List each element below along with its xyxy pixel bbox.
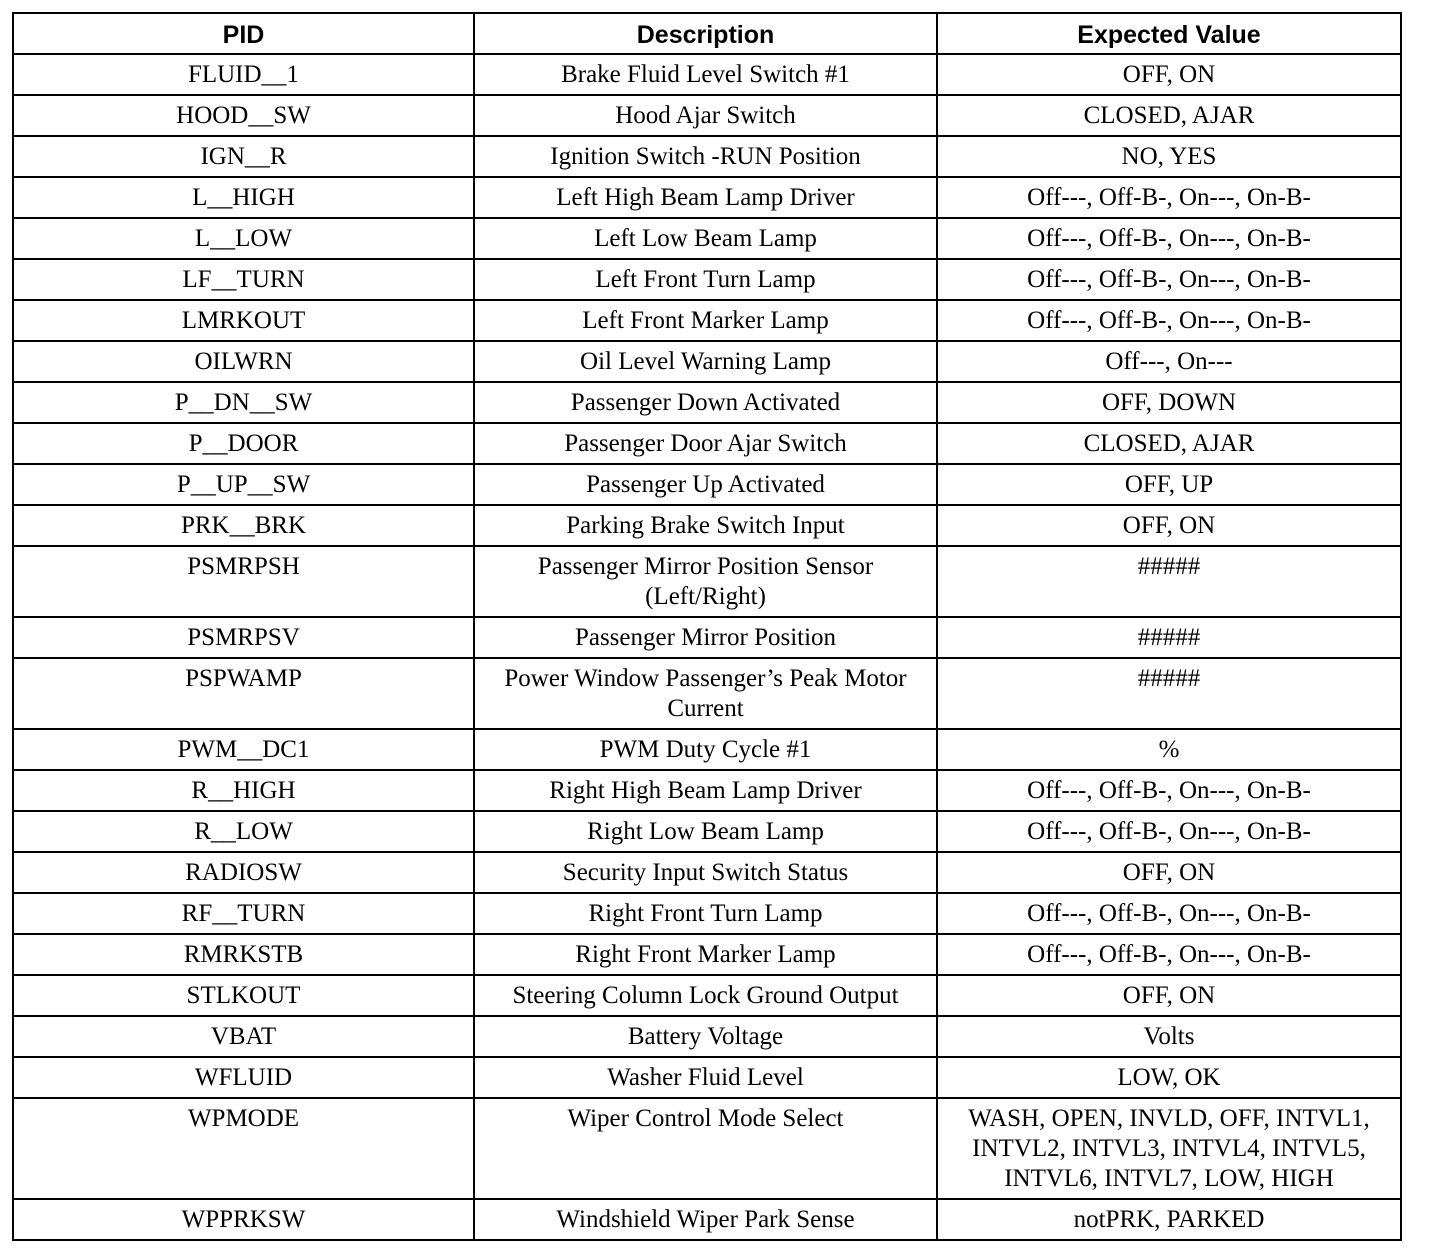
description-cell: Passenger Mirror Position [474, 617, 937, 658]
expected-value-cell: OFF, UP [937, 464, 1401, 505]
table-row [13, 546, 1401, 617]
description-cell: Right Front Turn Lamp [474, 893, 937, 934]
table-row [13, 1057, 1401, 1098]
table-row [13, 177, 1401, 218]
pid-cell: P__UP__SW [13, 464, 474, 505]
pid-cell: WPPRKSW [13, 1199, 474, 1240]
table-row [13, 975, 1401, 1016]
pid-cell: PSMRPSV [13, 617, 474, 658]
table-row [13, 54, 1401, 95]
description-cell: Power Window Passenger’s Peak Motor Current [474, 658, 937, 729]
pid-cell: PSPWAMP [13, 658, 474, 729]
table-row [13, 729, 1401, 770]
expected-value-cell: Off---, Off-B-, On---, On-B- [937, 259, 1401, 300]
description-cell: Left Low Beam Lamp [474, 218, 937, 259]
expected-value-cell: ##### [937, 546, 1401, 617]
expected-value-cell: ##### [937, 658, 1401, 729]
expected-value-cell: LOW, OK [937, 1057, 1401, 1098]
description-cell: Right High Beam Lamp Driver [474, 770, 937, 811]
description-cell: Passenger Door Ajar Switch [474, 423, 937, 464]
table-row [13, 1016, 1401, 1057]
header-row [13, 13, 1401, 54]
description-cell: Windshield Wiper Park Sense [474, 1199, 937, 1240]
description-cell: Passenger Up Activated [474, 464, 937, 505]
description-cell: Passenger Mirror Position Sensor (Left/Right) [474, 546, 937, 617]
table-row [13, 770, 1401, 811]
description-cell: Passenger Down Activated [474, 382, 937, 423]
expected-value-cell: OFF, ON [937, 54, 1401, 95]
description-cell: Steering Column Lock Ground Output [474, 975, 937, 1016]
pid-cell: FLUID__1 [13, 54, 474, 95]
expected-value-cell: CLOSED, AJAR [937, 95, 1401, 136]
expected-value-cell: notPRK, PARKED [937, 1199, 1401, 1240]
table-row [13, 341, 1401, 382]
pid-cell: R__LOW [13, 811, 474, 852]
table-row [13, 658, 1401, 729]
description-cell: Oil Level Warning Lamp [474, 341, 937, 382]
expected-value-cell: Off---, Off-B-, On---, On-B- [937, 218, 1401, 259]
table-row [13, 423, 1401, 464]
pid-cell: IGN__R [13, 136, 474, 177]
description-cell: Security Input Switch Status [474, 852, 937, 893]
expected-value-cell: Off---, Off-B-, On---, On-B- [937, 300, 1401, 341]
expected-value-cell: CLOSED, AJAR [937, 423, 1401, 464]
table-body [13, 54, 1401, 1240]
expected-value-cell: Off---, Off-B-, On---, On-B- [937, 770, 1401, 811]
table-row [13, 893, 1401, 934]
table-row [13, 464, 1401, 505]
pid-cell: LF__TURN [13, 259, 474, 300]
expected-value-cell: OFF, ON [937, 505, 1401, 546]
table-row [13, 382, 1401, 423]
expected-value-cell: NO, YES [937, 136, 1401, 177]
table-row [13, 1098, 1401, 1199]
pid-cell: LMRKOUT [13, 300, 474, 341]
table-row [13, 852, 1401, 893]
pid-cell: RF__TURN [13, 893, 474, 934]
description-cell: Washer Fluid Level [474, 1057, 937, 1098]
pid-cell: PSMRPSH [13, 546, 474, 617]
pid-cell: HOOD__SW [13, 95, 474, 136]
table-row [13, 1199, 1401, 1240]
pid-cell: VBAT [13, 1016, 474, 1057]
table-row [13, 95, 1401, 136]
expected-value-cell: Off---, Off-B-, On---, On-B- [937, 893, 1401, 934]
description-cell: Left Front Marker Lamp [474, 300, 937, 341]
description-cell: Battery Voltage [474, 1016, 937, 1057]
table-row [13, 505, 1401, 546]
expected-value-cell: Volts [937, 1016, 1401, 1057]
pid-table [12, 12, 1402, 1241]
table-row [13, 934, 1401, 975]
pid-cell: PRK__BRK [13, 505, 474, 546]
expected-value-cell: OFF, DOWN [937, 382, 1401, 423]
description-cell: Parking Brake Switch Input [474, 505, 937, 546]
table-row [13, 218, 1401, 259]
expected-value-cell: Off---, Off-B-, On---, On-B- [937, 934, 1401, 975]
description-cell: Wiper Control Mode Select [474, 1098, 937, 1199]
table-row [13, 617, 1401, 658]
description-cell: Left High Beam Lamp Driver [474, 177, 937, 218]
pid-cell: R__HIGH [13, 770, 474, 811]
description-cell: Ignition Switch -RUN Position [474, 136, 937, 177]
pid-cell: STLKOUT [13, 975, 474, 1016]
pid-cell: OILWRN [13, 341, 474, 382]
table-header [13, 13, 1401, 54]
pid-cell: L__HIGH [13, 177, 474, 218]
pid-cell: WFLUID [13, 1057, 474, 1098]
expected-value-cell: Off---, Off-B-, On---, On-B- [937, 177, 1401, 218]
pid-cell: RADIOSW [13, 852, 474, 893]
expected-value-cell: Off---, On--- [937, 341, 1401, 382]
expected-value-cell: Off---, Off-B-, On---, On-B- [937, 811, 1401, 852]
expected-value-cell: ##### [937, 617, 1401, 658]
pid-cell: RMRKSTB [13, 934, 474, 975]
table-row [13, 811, 1401, 852]
pid-cell: PWM__DC1 [13, 729, 474, 770]
description-cell: Right Front Marker Lamp [474, 934, 937, 975]
description-cell: Left Front Turn Lamp [474, 259, 937, 300]
description-cell: PWM Duty Cycle #1 [474, 729, 937, 770]
header-pid: PID [13, 13, 474, 54]
header-expected-value: Expected Value [937, 13, 1401, 54]
pid-cell: L__LOW [13, 218, 474, 259]
description-cell: Hood Ajar Switch [474, 95, 937, 136]
pid-cell: P__DN__SW [13, 382, 474, 423]
expected-value-cell: WASH, OPEN, INVLD, OFF, INTVL1, INTVL2, INTVL3, INTVL4, INTVL5, INTVL6, INTVL7, LOW, HIGH [937, 1098, 1401, 1199]
expected-value-cell: OFF, ON [937, 975, 1401, 1016]
description-cell: Right Low Beam Lamp [474, 811, 937, 852]
table-row [13, 300, 1401, 341]
expected-value-cell: OFF, ON [937, 852, 1401, 893]
expected-value-cell: % [937, 729, 1401, 770]
header-description: Description [474, 13, 937, 54]
description-cell: Brake Fluid Level Switch #1 [474, 54, 937, 95]
pid-cell: P__DOOR [13, 423, 474, 464]
table-row [13, 136, 1401, 177]
table-row [13, 259, 1401, 300]
pid-cell: WPMODE [13, 1098, 474, 1199]
